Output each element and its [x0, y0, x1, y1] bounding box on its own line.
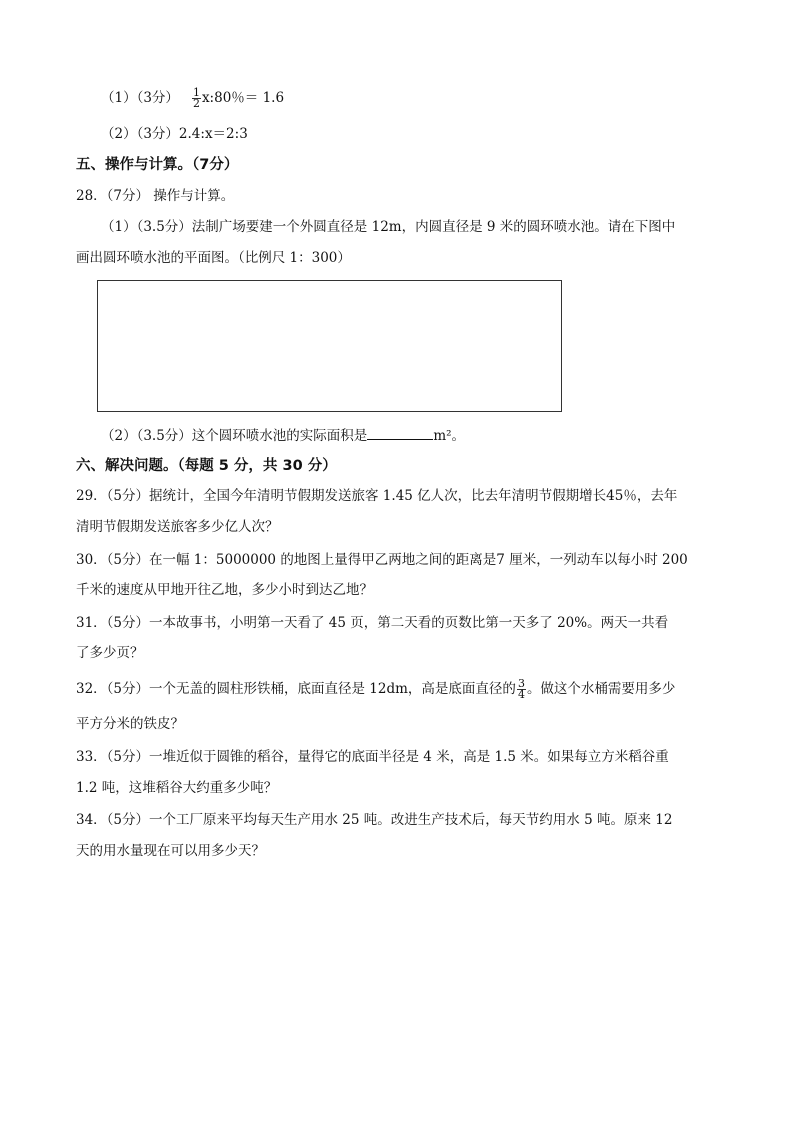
question-28-part-2	[101, 425, 465, 446]
question-28-part-2-text: （2）（3.5分）这个圆环喷水池的实际面积是	[101, 428, 368, 444]
question-28-part-2-unit: m²。	[433, 428, 466, 444]
question-30-line-2: 千米的速度从甲地开往乙地，多少小时到达乙地？	[76, 582, 373, 598]
section-5-heading: 五、操作与计算。（7分）	[76, 157, 239, 173]
question-28-stem: 28．（7分） 操作与计算。	[76, 188, 235, 204]
equation-2: （2）（3分）2.4:x＝2:3	[101, 126, 248, 142]
question-32-line-2: 平方分米的铁皮？	[76, 716, 184, 732]
section-6-heading: 六、解决问题。（每题 5 分，共 30 分）	[76, 458, 337, 474]
answer-blank[interactable]	[367, 425, 433, 440]
question-31-line-2: 了多少页？	[76, 645, 144, 661]
equation-1-rest: x:80％＝ 1.6	[201, 90, 285, 106]
question-30-line-1: 30．（5分）在一幅 1：5000000 的地图上量得甲乙两地之间的距离是7 厘米，一列动车以每小时 200	[76, 552, 688, 568]
drawing-answer-box[interactable]	[97, 280, 562, 412]
equation-1-prefix: （1）（3分）	[101, 90, 179, 106]
question-34-line-2: 天的用水量现在可以用多少天？	[76, 843, 265, 859]
question-29-line-2: 清明节假期发送旅客多少亿人次？	[76, 519, 279, 535]
question-28-part-1-line-2: 画出圆环喷水池的平面图。（比例尺 1：300）	[76, 250, 351, 266]
equation-1-fraction	[192, 88, 201, 109]
question-28-part-1-line-1: （1）（3.5分）法制广场要建一个外圆直径是 12m，内圆直径是 9 米的圆环喷水池。请在下图中	[101, 219, 676, 235]
question-33-line-2: 1.2 吨，这堆稻谷大约重多少吨？	[76, 780, 278, 796]
question-32-fraction	[517, 679, 526, 700]
fraction-denominator: 4	[517, 688, 525, 701]
fraction-numerator: 3	[517, 677, 525, 690]
question-29-line-1: 29．（5分）据统计，全国今年清明节假期发送旅客 1.45 亿人次，比去年清明节假期增长45％，去年	[76, 488, 678, 504]
equation-1	[101, 88, 284, 109]
question-32-text-after: 。做这个水桶需要用多少	[526, 681, 676, 697]
fraction-numerator: 1	[192, 86, 200, 99]
question-32-line-1	[76, 679, 675, 700]
question-34-line-1: 34．（5分）一个工厂原来平均每天生产用水 25 吨。改进生产技术后，每天节约用水 5 吨。原来 12	[76, 812, 673, 828]
question-32-text-before: 32．（5分）一个无盖的圆柱形铁桶，底面直径是 12dm，高是底面直径的	[76, 681, 516, 697]
fraction-denominator: 2	[192, 97, 200, 110]
question-31-line-1: 31．（5分）一本故事书，小明第一天看了 45 页，第二天看的页数比第一天多了 20%。两天一共看	[76, 615, 669, 631]
question-33-line-1: 33．（5分）一堆近似于圆锥的稻谷，量得它的底面半径是 4 米，高是 1.5 米。如果每立方米稻谷重	[76, 749, 669, 765]
